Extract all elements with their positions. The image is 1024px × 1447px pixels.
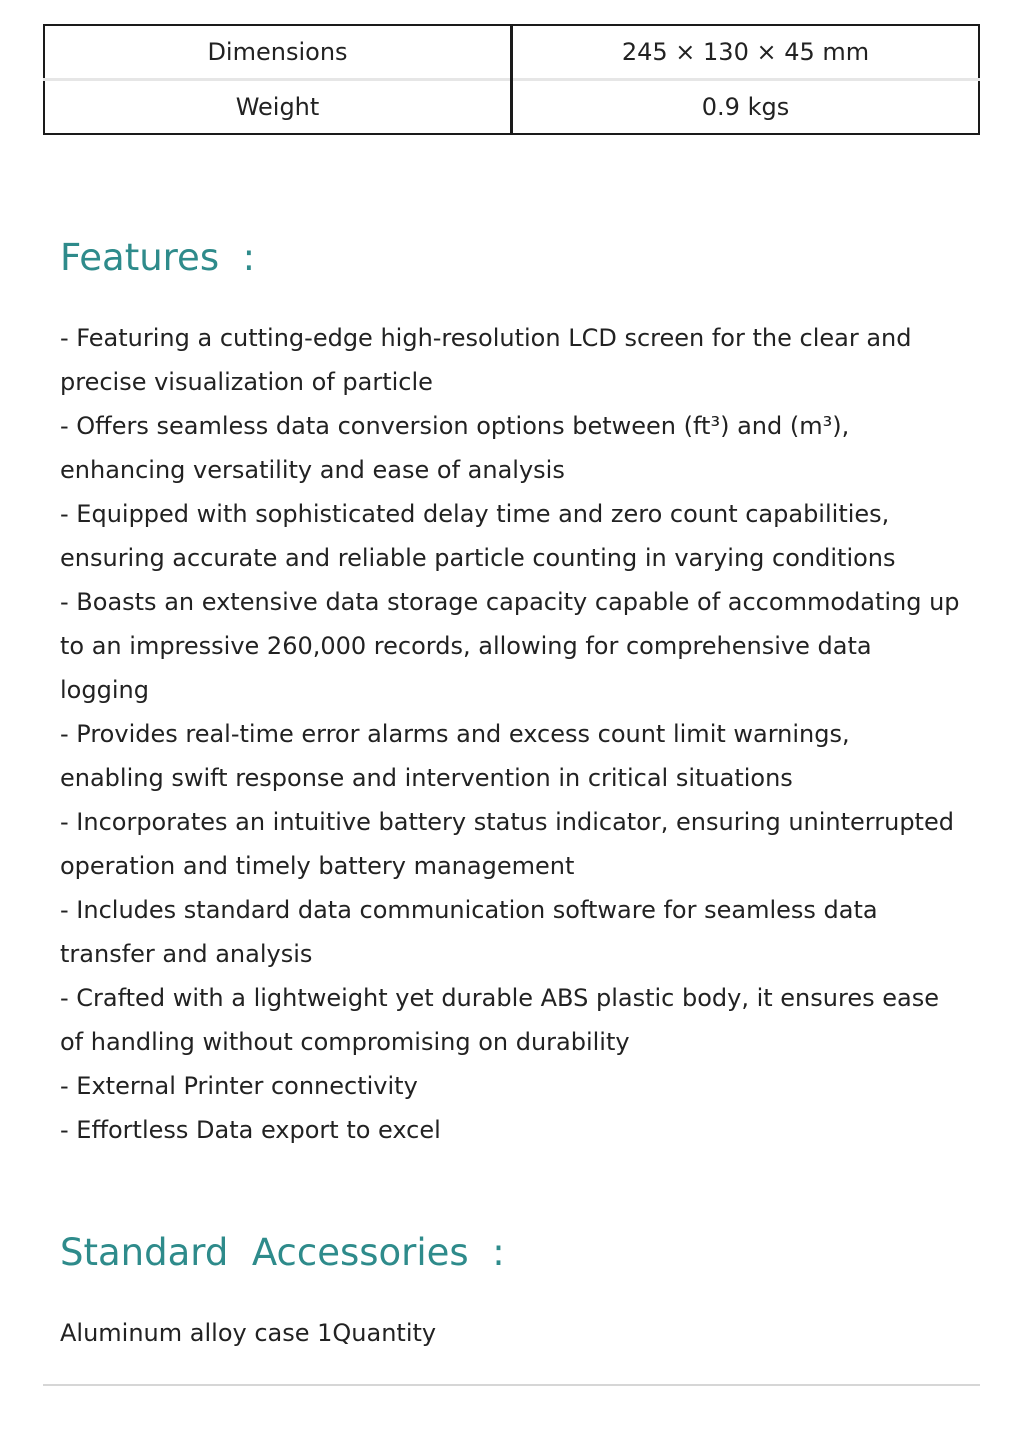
spec-value-weight: 0.9 kgs bbox=[512, 80, 980, 135]
list-item: - Crafted with a lightweight yet durable ABS plastic body, it ensures ease of handling without compromising on durability bbox=[60, 984, 939, 1056]
list-item: - Boasts an extensive data storage capacity capable of accommodating up to an impressive 260,000 records, allowing for comprehensive data logging bbox=[60, 588, 960, 704]
spec-value-dimensions: 245 × 130 × 45 mm bbox=[621, 38, 870, 66]
accessories-heading: Standard Accessories : bbox=[60, 1231, 505, 1274]
specifications-table bbox=[43, 24, 980, 135]
list-item: - Offers seamless data conversion options between (ft³) and (m³), enhancing versatility and ease of analysis bbox=[60, 412, 850, 484]
list-item: - Effortless Data export to excel bbox=[60, 1116, 441, 1144]
features-list bbox=[60, 316, 960, 1152]
accessories-item: Aluminum alloy case 1Quantity bbox=[60, 1319, 437, 1347]
spec-label-dimensions: Dimensions bbox=[44, 25, 512, 80]
divider bbox=[43, 1384, 980, 1386]
table-row bbox=[44, 25, 979, 80]
list-item: - Provides real-time error alarms and excess count limit warnings, enabling swift response and intervention in critical situations bbox=[60, 720, 850, 792]
list-item: - Includes standard data communication software for seamless data transfer and analysis bbox=[60, 896, 878, 968]
table-row bbox=[44, 80, 979, 135]
list-item: - Incorporates an intuitive battery status indicator, ensuring uninterrupted operation and timely battery management bbox=[60, 808, 954, 880]
features-heading: Features : bbox=[60, 236, 256, 279]
spec-label-weight: Weight bbox=[44, 80, 512, 135]
list-item: - Featuring a cutting-edge high-resolution LCD screen for the clear and precise visualization of particle bbox=[60, 324, 912, 396]
list-item: - External Printer connectivity bbox=[60, 1072, 418, 1100]
list-item: - Equipped with sophisticated delay time and zero count capabilities, ensuring accurate and reliable particle counting in varying conditions bbox=[60, 500, 896, 572]
